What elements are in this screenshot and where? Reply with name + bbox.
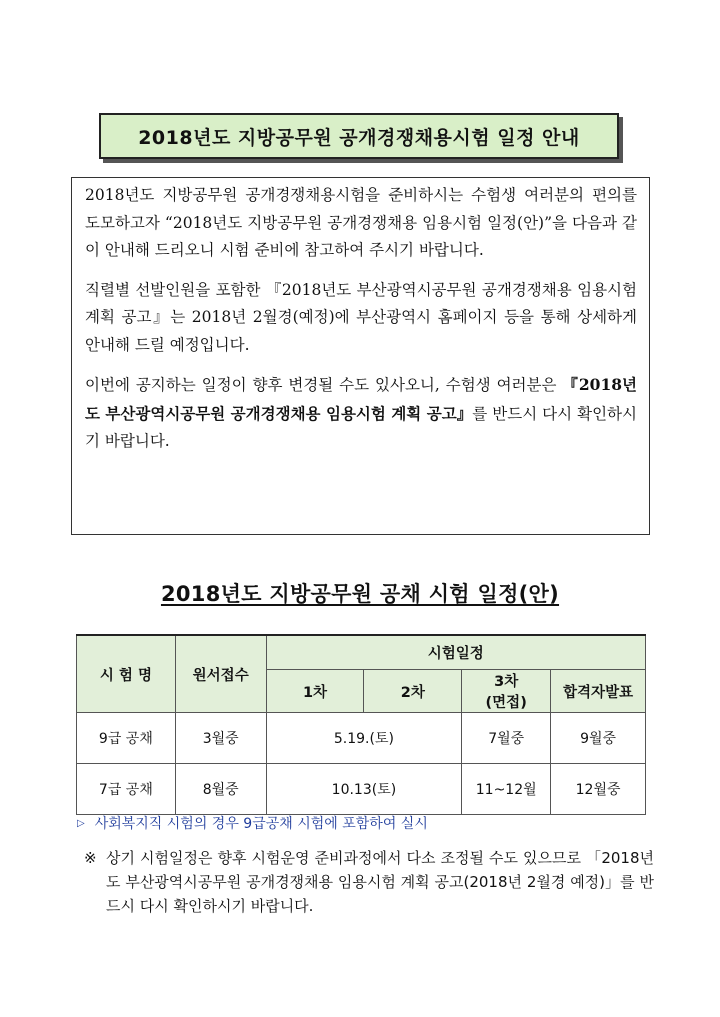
table-row — [77, 713, 646, 764]
document-title: 2018년도 지방공무원 공개경쟁채용시험 일정 안내 — [99, 113, 619, 159]
header-first: 1차 — [266, 670, 364, 713]
header-third-line2: (면접) — [485, 695, 527, 711]
schedule-heading — [0, 578, 720, 608]
header-exam-name: 시 험 명 — [77, 635, 176, 713]
social-welfare-note — [77, 813, 428, 833]
schedule-table — [76, 634, 646, 815]
cell-apply: 3월중 — [175, 713, 266, 764]
header-schedule: 시험일정 — [266, 635, 645, 670]
cell-third: 11~12월 — [462, 764, 551, 815]
cell-result: 12월중 — [551, 764, 646, 815]
cell-first-second: 5.19.(토) — [266, 713, 462, 764]
cell-exam: 7급 공채 — [77, 764, 176, 815]
header-result: 합격자발표 — [551, 670, 646, 713]
notice-paragraph-2: 직렬별 선발인원을 포함한 『2018년도 부산광역시공무원 공개경쟁채용 임용시험 계획 공고』는 2018년 2월경(예정)에 부산광역시 홈페이지 등을 통해 상세하게 안내해 드릴 예정입니다. — [85, 280, 637, 354]
notice-box — [71, 177, 650, 535]
header-third — [462, 670, 551, 713]
schedule-heading-text: 2018년도 지방공무원 공채 시험 일정(안) — [160, 582, 560, 606]
reference-mark: ※ — [84, 849, 97, 867]
notice-paragraph-1: 2018년도 지방공무원 공개경쟁채용시험을 준비하시는 수험생 여러분의 편의를 도모하고자 “2018년도 지방공무원 공개경쟁채용 임용시험 일정(안)”을 다음과 같이 안내해 드리오니 시험 준비에 참고하여 주시기 바랍니다. — [85, 186, 637, 259]
notice-paragraph-3 — [85, 371, 637, 456]
cell-first-second: 10.13(토) — [266, 764, 462, 815]
reference-note-text: 상기 시험일정은 향후 시험운영 준비과정에서 다소 조정될 수도 있으므로 「2018년도 부산광역시공무원 공개경쟁채용 임용시험 계획 공고(2018년 2월경 예정)」를 반드시 다시 확인하시기 바랍니다. — [106, 849, 654, 915]
cell-apply: 8월중 — [175, 764, 266, 815]
notice-announcement-title: 『2018년도 부산광역시공무원 공개경쟁채용 임용시험 계획 공고』 — [85, 375, 637, 423]
triangle-bullet-icon: ▷ — [77, 817, 85, 829]
notice-paragraph-3-post: 를 반드시 다시 확인하시기 바랍니다. — [85, 404, 637, 450]
cell-third: 7월중 — [462, 713, 551, 764]
header-second: 2차 — [364, 670, 462, 713]
cell-result: 9월중 — [551, 713, 646, 764]
header-third-line1: 3차 — [494, 674, 519, 690]
table-row — [77, 764, 646, 815]
cell-exam: 9급 공채 — [77, 713, 176, 764]
social-welfare-note-text: 사회복지직 시험의 경우 9급공채 시험에 포함하여 실시 — [94, 816, 428, 832]
notice-paragraph-3-pre: 이번에 공지하는 일정이 향후 변경될 수도 있사오니, 수험생 여러분은 — [85, 376, 563, 394]
header-application: 원서접수 — [175, 635, 266, 713]
reference-note — [84, 846, 654, 918]
